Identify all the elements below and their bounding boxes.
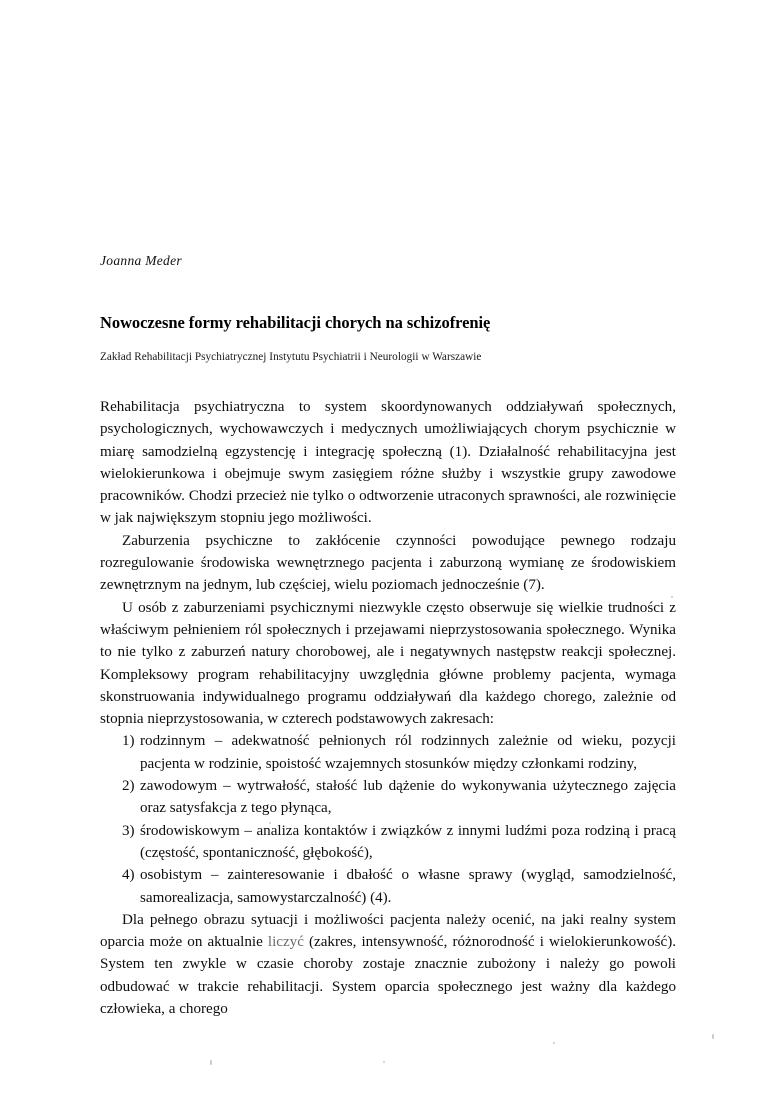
paragraph-3: U osób z zaburzeniami psychicznymi niezwykle często obserwuje się wielkie trudności z właściwym pełnieniem ról społecznych i przejawami nieprzystosowania społecznego. Wynika to nie tylko z zaburzeń natury chorobowej, ale i negatywnych następstw reakcji społecznej. Kompleksowy program rehabilitacyjny uwzględnia główne problemy pacjenta, wymaga skonstruowania indywidualnego programu oddziaływań dla każdego chorego, zależnie od stopnia nieprzystosowania, w czterech podstawowych zakresach: xyxy=(100,599,676,728)
scan-artifact xyxy=(553,1042,555,1044)
faded-scan-word: liczyć xyxy=(267,934,304,951)
paragraph-final xyxy=(100,909,676,1020)
page-title: Nowoczesne formy rehabilitacji chorych na schizofrenię xyxy=(100,313,491,332)
scan-artifact xyxy=(712,1034,714,1039)
body-text xyxy=(100,396,676,1020)
document-content xyxy=(100,253,676,1020)
list-marker: 4) xyxy=(122,867,135,884)
paragraph-final-part2: (zakres, intensywność, różnorodność i wielokierunkowość). System ten zwykle w czasie choroby zostaje znacznie zubożony i należy go powoli odbudować w trakcie rehabilitacji. System oparcia społecznego jest ważny dla każdego człowieka, a chorego xyxy=(100,934,677,1018)
list-item-text: środowiskowym – analiza kontaktów i związków z innymi ludźmi poza rodziną i pracą (częstość, spontaniczność, głębokość), xyxy=(140,822,676,861)
list-item xyxy=(100,730,676,775)
affiliation-line: Zakład Rehabilitacji Psychiatrycznej Instytutu Psychiatrii i Neurologii w Warszawie xyxy=(100,351,482,363)
list-item-text: rodzinnym – adekwatność pełnionych ról rodzinnych zależnie od wieku, pozycji pacjenta w rodzinie, spoistość wzajemnych stosunków między członkami rodziny, xyxy=(140,733,676,772)
list-item xyxy=(100,775,676,820)
list-marker: 2) xyxy=(122,778,135,795)
scan-artifact xyxy=(383,1061,385,1063)
scan-artifact xyxy=(210,1060,212,1065)
list-item xyxy=(100,820,676,865)
list-item-text: osobistym – zainteresowanie i dbałość o własne sprawy (wygląd, samodzielność, samorealizacja, samowystarczalność) (4). xyxy=(140,867,676,906)
paragraph-final-part1: Dla pełnego obrazu sytuacji i możliwości pacjenta należy ocenić, na jaki realny system oparcia może on aktualnie xyxy=(100,911,676,951)
paragraph-1: Rehabilitacja psychiatryczna to system skoordynowanych oddziaływań społecznych, psychologicznych, wychowawczych i medycznych umożliwiających chorym psychicznie w miarę samodzielną egzystencję i integrację społeczną (1). Działalność rehabilitacyjna jest wielokierunkowa i obejmuje swym zasięgiem różne służby i wszystkie grupy zawodowe pracowników. Chodzi przecież nie tylko o odtworzenie utraconych sprawności, ale rozwinięcie w jak największym stopniu jego możliwości. xyxy=(100,399,676,527)
list-marker: 3) xyxy=(122,822,135,839)
list-item-text: zawodowym – wytrwałość, stałość lub dążenie do wykonywania użytecznego zajęcia oraz satysfakcja z tego płynąca, xyxy=(140,778,676,817)
numbered-list xyxy=(100,730,676,908)
paragraph-2: Zaburzenia psychiczne to zakłócenie czynności powodujące pewnego rodzaju rozregulowanie środowiska wewnętrznego pacjenta i zaburzoną wymianę ze środowiskiem zewnętrznym na jednym, lub częściej, wielu poziomach jednocześnie (7). xyxy=(100,532,676,594)
author-name: Joanna Meder xyxy=(100,253,182,268)
list-marker: 1) xyxy=(122,733,135,750)
list-item xyxy=(100,864,676,909)
